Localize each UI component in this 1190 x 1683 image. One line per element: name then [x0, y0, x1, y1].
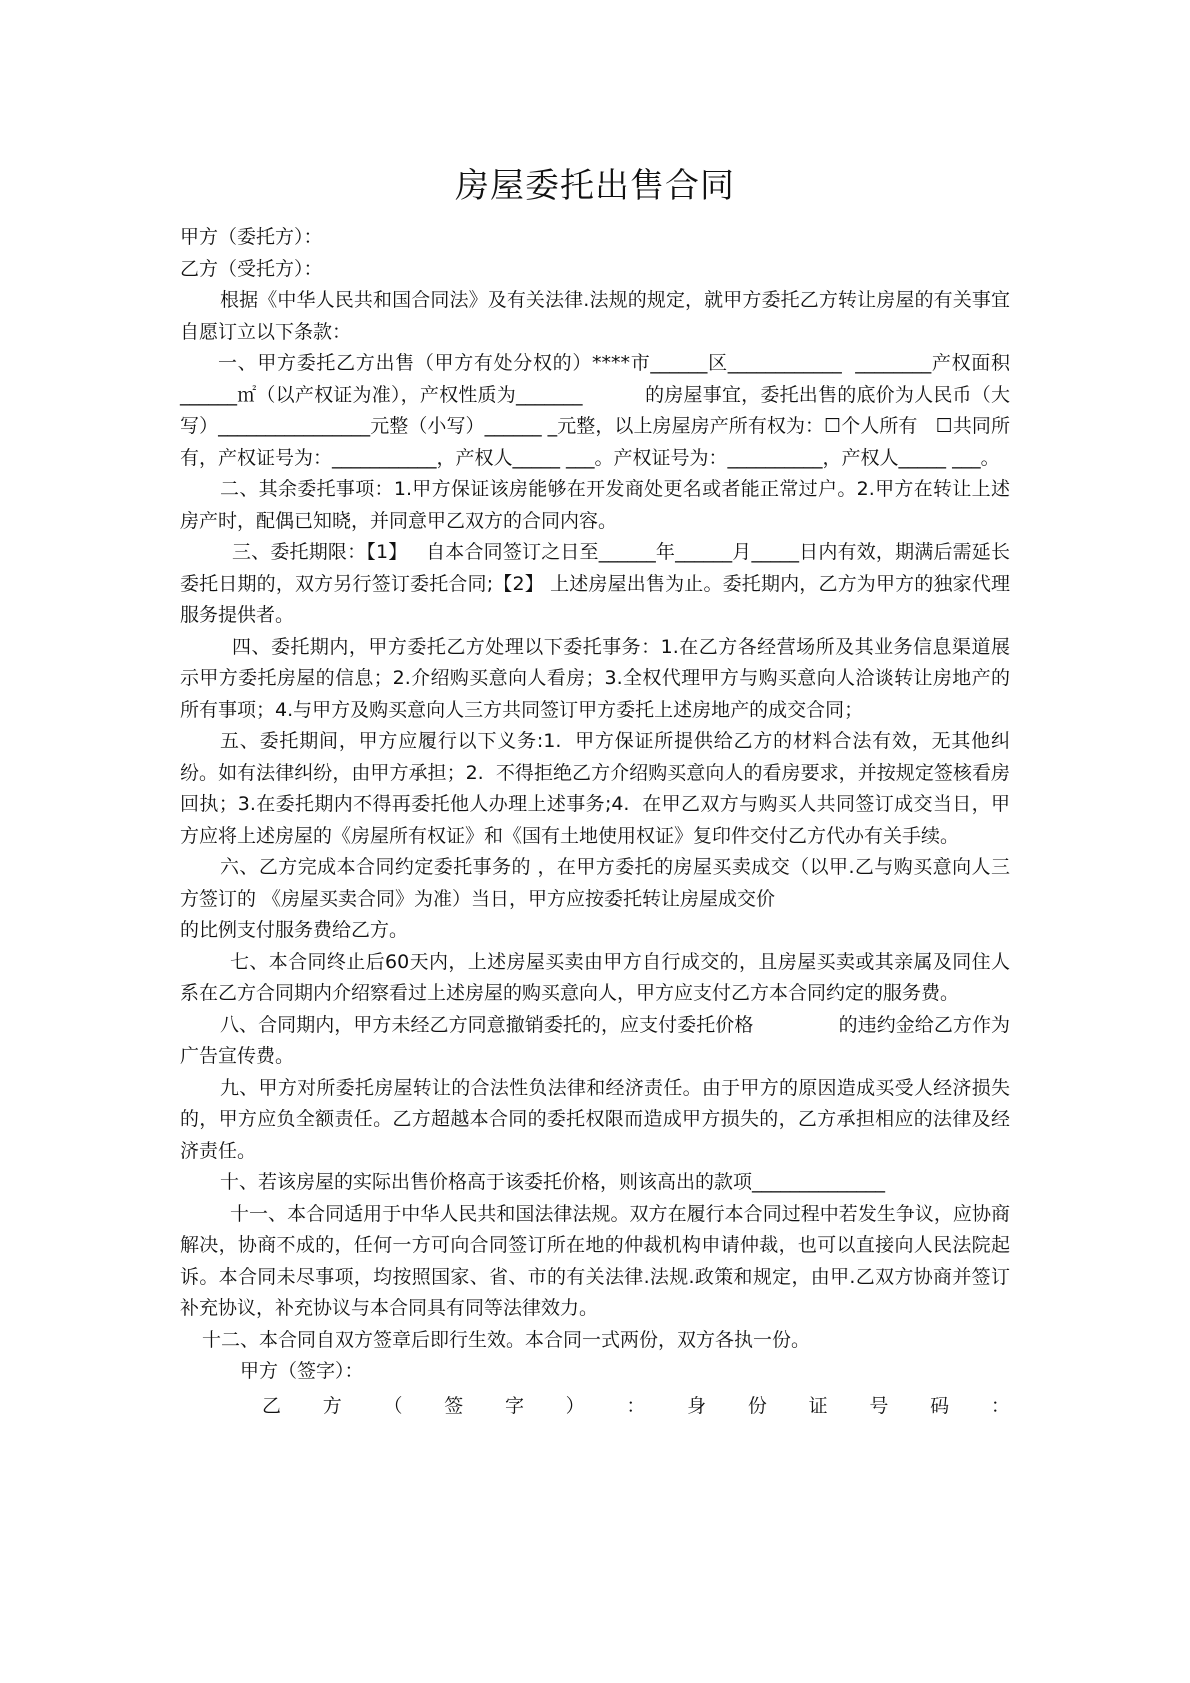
- paragraph-party-a: 甲方（委托方）：: [180, 226, 323, 248]
- signature-char: 字: [504, 1394, 524, 1417]
- paragraph-clause-2: 二、其余委托事项：1.甲方保证该房能够在开发商处更名或者能正常过户。2.甲方在转让上述房产时，配偶已知晓，并同意甲乙双方的合同内容。: [180, 478, 1010, 532]
- signature-char: ）: [565, 1394, 585, 1417]
- party-b-signature-line: [180, 1390, 1010, 1422]
- paragraph-clause-1: 一、甲方委托乙方出售（甲方有处分权的）****市______区____________ ________产权面积______㎡（以产权证为准），产权性质为_______ 的房屋事宜，委托出售的底价为人民币（大写）________________元整（小写）______ _元整，以上房屋房产所有权为：☐个人所有 ☐共同所有，产权证号为：___________，产权人_____ ___。产权证号为：__________，产权人_____ ___。: [180, 352, 1010, 469]
- signature-char: （: [383, 1394, 403, 1417]
- signature-char: ：: [626, 1394, 646, 1417]
- signature-char: 签: [444, 1394, 464, 1417]
- paragraph-clause-6b: 的比例支付服务费给乙方。: [180, 919, 409, 941]
- paragraph-preamble: 根据《中华人民共和国合同法》及有关法律.法规的规定，就甲方委托乙方转让房屋的有关事宜自愿订立以下条款：: [180, 289, 1010, 343]
- paragraph-clause-11: 十一、本合同适用于中华人民共和国法律法规。双方在履行本合同过程中若发生争议，应协商解决，协商不成的，任何一方可向合同签订所在地的仲裁机构申请仲裁，也可以直接向人民法院起诉。本合同未尽事项，均按照国家、省、市的有关法律.法规.政策和规定，由甲.乙双方协商并签订补充协议，补充协议与本合同具有同等法律效力。: [180, 1202, 1010, 1319]
- contract-page: [180, 160, 1010, 1422]
- paragraph-clause-7: 七、本合同终止后60天内，上述房屋买卖由甲方自行成交的，且房屋买卖或其亲属及同住人系在乙方合同期内介绍察看过上述房屋的购买意向人，甲方应支付乙方本合同约定的服务费。: [180, 950, 1010, 1004]
- paragraph-clause-3: 三、委托期限：【1】 自本合同签订之日至______年______月_____日内有效，期满后需延长委托日期的，双方另行签订委托合同;【2】 上述房屋出售为止。委托期内，乙方为甲方的独家代理服务提供者。: [180, 541, 1010, 626]
- signature-char: 乙: [262, 1394, 282, 1417]
- paragraph-clause-5: 五、委托期间，甲方应履行以下义务:1. 甲方保证所提供给乙方的材料合法有效，无其他纠纷。如有法律纠纷，由甲方承担；2. 不得拒绝乙方介绍购买意向人的看房要求，并按规定签核看房回执；3.在委托期内不得再委托他人办理上述事务;4. 在甲乙双方与购买人共同签订成交当日，甲方应将上述房屋的《房屋所有权证》和《国有土地使用权证》复印件交付乙方代办有关手续。: [180, 730, 1010, 847]
- paragraph-clause-8: 八、合同期内，甲方未经乙方同意撤销委托的，应支付委托价格 的违约金给乙方作为广告宣传费。: [180, 1013, 1010, 1067]
- paragraph-clause-10: 十、若该房屋的实际出售价格高于该委托价格，则该高出的款项______________: [220, 1171, 886, 1193]
- paragraph-clause-12: 十二、本合同自双方签章后即行生效。本合同一式两份，双方各执一份。: [202, 1328, 811, 1351]
- signature-char: ：: [990, 1394, 1010, 1417]
- paragraph-sign-a: 甲方（签字）：: [240, 1360, 364, 1382]
- contract-body: [180, 222, 1010, 1388]
- signature-char: 份: [747, 1394, 767, 1417]
- signature-char: 方: [322, 1394, 342, 1417]
- signature-char: 身: [687, 1394, 707, 1417]
- paragraph-party-b: 乙方（受托方）：: [180, 257, 323, 280]
- page-title: 房屋委托出售合同: [455, 166, 735, 206]
- signature-char: 号: [869, 1394, 889, 1417]
- signature-char: 码: [930, 1394, 950, 1417]
- paragraph-clause-6a: 六、乙方完成本合同约定委托事务的 ，在甲方委托的房屋买卖成交（以甲.乙与购买意向人三方签订的 《房屋买卖合同》为准）当日，甲方应按委托转让房屋成交价: [180, 856, 1010, 910]
- paragraph-clause-4: 四、委托期内，甲方委托乙方处理以下委托事务：1.在乙方各经营场所及其业务信息渠道展示甲方委托房屋的信息；2.介绍购买意向人看房；3.全权代理甲方与购买意向人洽谈转让房地产的所有事项；4.与甲方及购买意向人三方共同签订甲方委托上述房地产的成交合同；: [180, 635, 1010, 721]
- paragraph-clause-9: 九、甲方对所委托房屋转让的合法性负法律和经济责任。由于甲方的原因造成买受人经济损失的，甲方应负全额责任。乙方超越本合同的委托权限而造成甲方损失的，乙方承担相应的法律及经济责任。: [180, 1076, 1010, 1162]
- signature-char: 证: [808, 1394, 828, 1417]
